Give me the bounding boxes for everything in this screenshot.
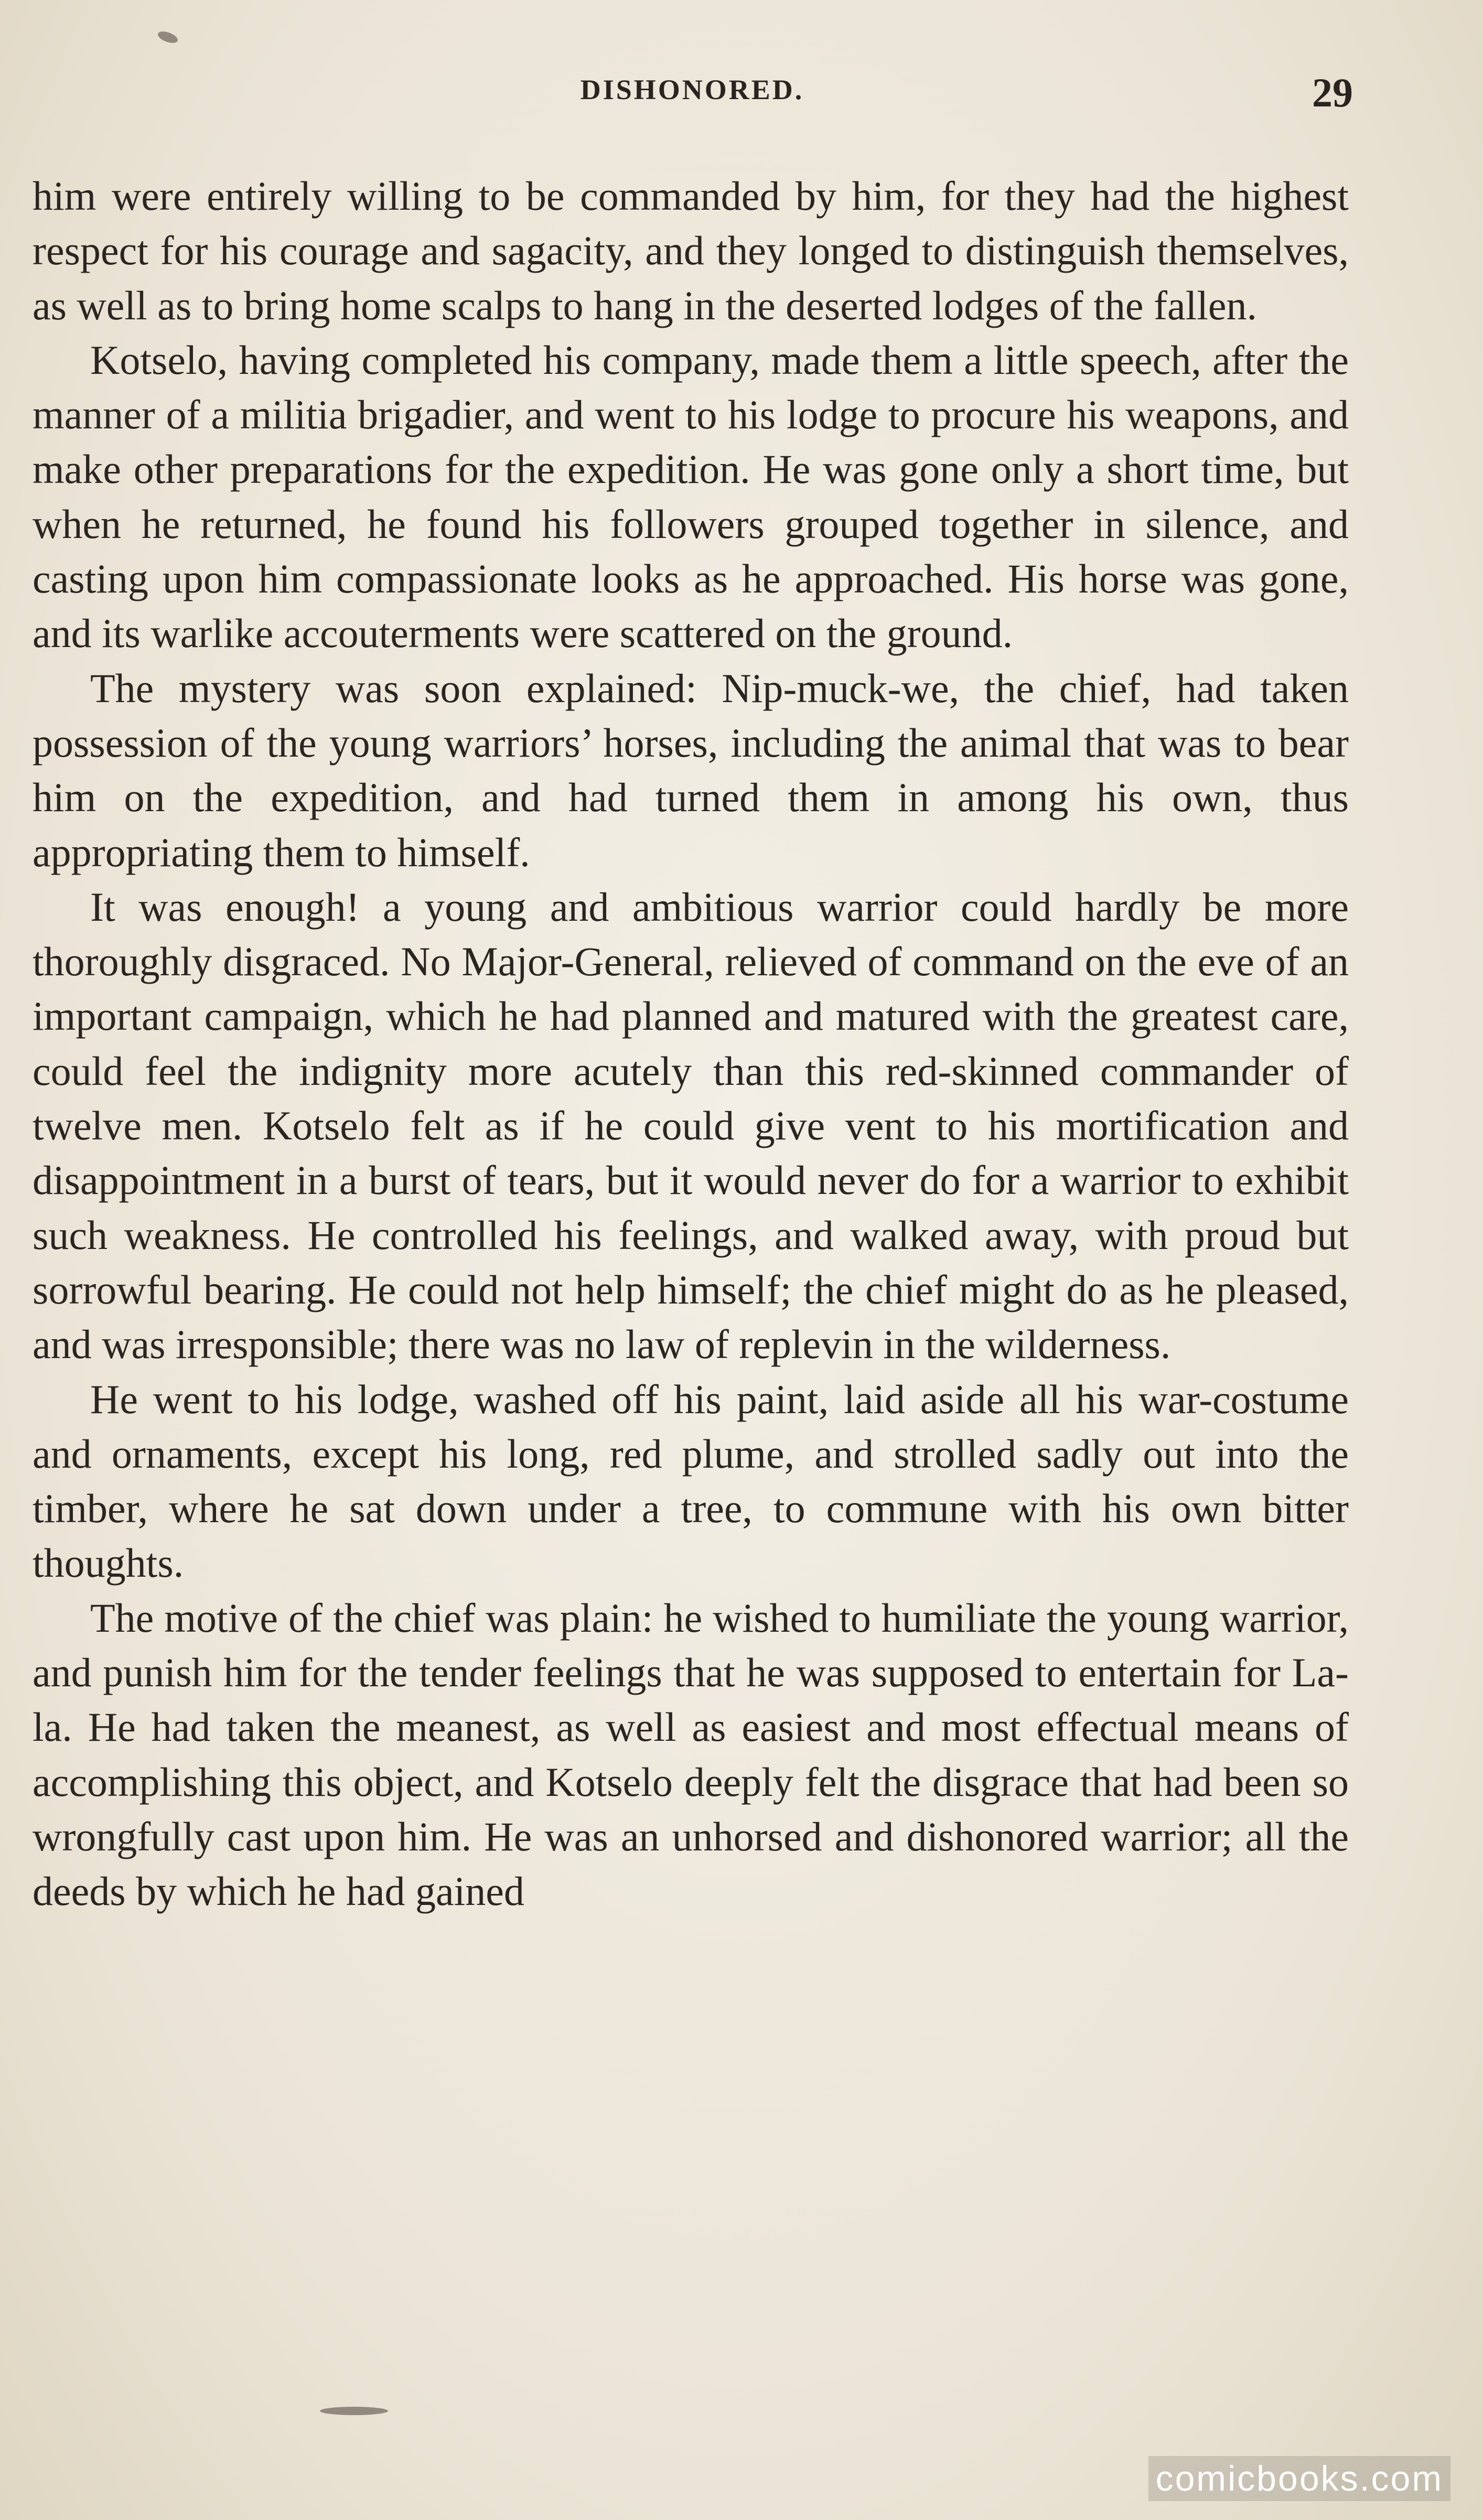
body-text xyxy=(33,169,1349,1919)
paragraph: It was enough! a young and ambitious warrior could hardly be more thoroughly disgraced. No Major-General, relieved of command on the eve of an important campaign, which he had planned and matured with the greatest care, could feel the indignity more acutely than this red-skinned commander of twelve men. Kotselo felt as if he could give vent to his mortification and disappointment in a burst of tears, but it would never do for a warrior to exhibit such weakness. He controlled his feelings, and walked away, with proud but sorrowful bearing. He could not help himself; the chief might do as he pleased, and was irresponsible; there was no law of replevin in the wilderness. xyxy=(33,884,1349,1367)
running-head: DISHONORED. xyxy=(580,74,804,105)
paragraph: Kotselo, having completed his company, made them a little speech, after the manner of a militia brigadier, and went to his lodge to procure his weapons, and make other preparations for the expedition. He was gone only a short time, but when he returned, he found his followers grouped together in silence, and casting upon him compassionate looks as he approached. His horse was gone, and its warlike accouterments were scattered on the ground. xyxy=(33,337,1349,656)
paragraph: He went to his lodge, washed off his paint, laid aside all his war-costume and ornaments, except his long, red plume, and strolled sadly out into the timber, where he sat down under a tree, to commune with his own bitter thoughts. xyxy=(33,1376,1349,1586)
paragraph: The motive of the chief was plain: he wished to humiliate the young warrior, and punish him for the tender feelings that he was supposed to entertain for La-la. He had taken the meanest, as well as easiest and most effectual means of accomplishing this object, and Kotselo deeply felt the disgrace that had been so wrongfully cast upon him. He was an unhorsed and dishonored warrior; all the deeds by which he had gained xyxy=(33,1595,1349,1914)
ink-smudge-top xyxy=(156,29,179,46)
page-header xyxy=(31,70,1353,126)
paragraph: him were entirely willing to be commanded by him, for they had the highest respect for his courage and sagacity, and they longed to distinguish themselves, as well as to bring home scalps to hang in the deserted lodges of the fallen. xyxy=(33,173,1349,328)
paragraph: The mystery was soon explained: Nip-muck-we, the chief, had taken possession of the young warriors’ horses, including the animal that was to bear him on the expedition, and had turned them in among his own, thus appropriating them to himself. xyxy=(33,665,1349,875)
page-number: 29 xyxy=(1312,70,1353,115)
ink-smudge-bottom xyxy=(320,2407,388,2415)
watermark: comicbooks.com xyxy=(1148,2456,1450,2501)
